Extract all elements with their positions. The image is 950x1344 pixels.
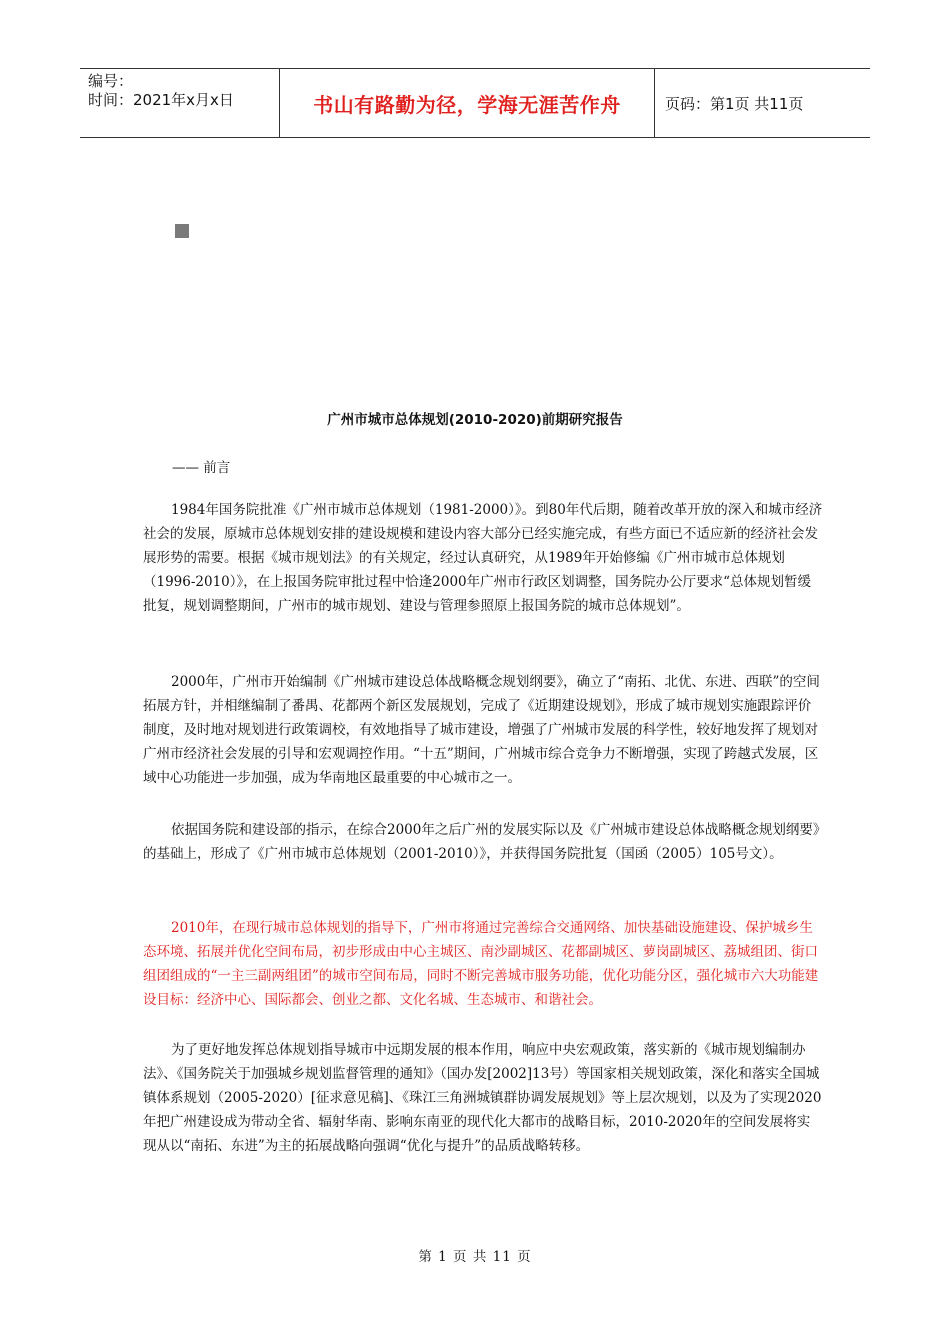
number-label: 编号： [88, 72, 134, 90]
header-meta [80, 69, 280, 137]
bullet-square-icon [175, 224, 189, 238]
date-label: 时间：2021年x月x日 [88, 91, 234, 109]
section-heading: —— 前言 [172, 460, 231, 476]
paragraph-3: 依据国务院和建设部的指示，在综合2000年之后广州的发展实际以及《广州城市建设总体战略概念规划纲要》的基础上，形成了《广州市城市总体规划（2001-2010）》，并获得国务院批复（国函（2005）105号文）。 [143, 822, 820, 862]
header-motto: 书山有路勤为径，学海无涯苦作舟 [280, 69, 655, 137]
paragraph-5: 为了更好地发挥总体规划指导城市中远期发展的根本作用，响应中央宏观政策，落实新的《城市规划编制办法》、《国务院关于加强城乡规划监督管理的通知》（国办发[2002]13号）等国家相关规划政策，深化和落实全国城镇体系规划（2005-2020）[征求意见稿]、《珠江三角洲城镇群协调发展规划》等上层次规划，以及为了实现2020年把广州建设成为带动全省、辐射华南、影响东南亚的现代化大都市的战略目标，2010-2020年的空间发展将实现从以“南拓、东进”为主的拓展战略向强调“优化与提升”的品质战略转移。 [143, 1042, 822, 1154]
paragraph-2: 2000年，广州市开始编制《广州城市建设总体战略概念规划纲要》，确立了“南拓、北优、东进、西联”的空间拓展方针，并相继编制了番禺、花都两个新区发展规划，完成了《近期建设规划》，形成了城市规划实施跟踪评价制度，及时地对规划进行政策调校，有效地指导了城市建设，增强了广州城市发展的科学性，较好地发挥了规划对广州市经济社会发展的引导和宏观调控作用。“十五”期间，广州城市综合竞争力不断增强，实现了跨越式发展，区域中心功能进一步加强，成为华南地区最重要的中心城市之一。 [143, 674, 820, 786]
document-title: 广州市城市总体规划(2010-2020)前期研究报告 [327, 412, 623, 428]
header-page-info: 页码：第1页 共11页 [665, 94, 804, 113]
page-footer: 第 1 页 共 11 页 [418, 1249, 532, 1265]
document-header [80, 68, 870, 138]
paragraph-4-highlighted: 2010年，在现行城市总体规划的指导下，广州市将通过完善综合交通网络、加快基础设施建设、保护城乡生态环境、拓展并优化空间布局，初步形成由中心主城区、南沙副城区、花都副城区、萝岗副城区、荔城组团、街口组团组成的“一主三副两组团”的城市空间布局，同时不断完善城市服务功能，优化功能分区，强化城市六大功能建设目标：经济中心、国际都会、创业之都、文化名城、生态城市、和谐社会。 [143, 920, 819, 1008]
paragraph-1: 1984年国务院批准《广州市城市总体规划（1981-2000）》。到80年代后期，随着改革开放的深入和城市经济社会的发展，原城市总体规划安排的建设规模和建设内容大部分已经实施完成，有些方面已不适应新的经济社会发展形势的需要。根据《城市规划法》的有关规定，经过认真研究，从1989年开始修编《广州市城市总体规划（1996-2010）》，在上报国务院审批过程中恰逢2000年广州市行政区划调整，国务院办公厅要求“总体规划暂缓批复，规划调整期间，广州市的城市规划、建设与管理参照原上报国务院的城市总体规划”。 [143, 502, 823, 614]
